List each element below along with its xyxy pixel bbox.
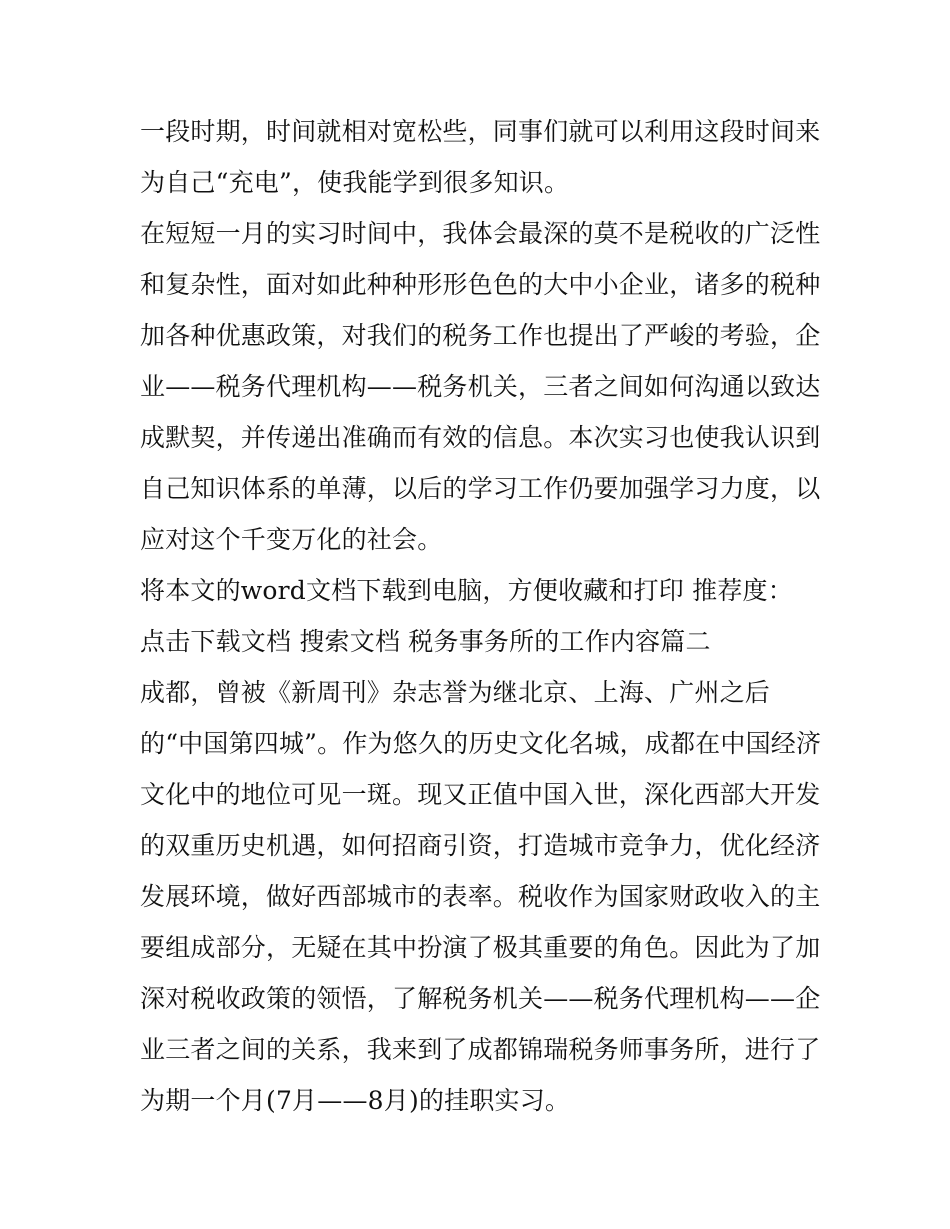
download-links-line: 点击下载文档 搜索文档 税务事务所的工作内容篇二 [140, 627, 711, 656]
text-line: 业——税务代理机构——税务机关，三者之间如何沟通以致达 [140, 372, 821, 401]
text-line: 文化中的地位可见一斑。现又正值中国入世，深化西部大开发 [140, 780, 821, 809]
text-line: 自己知识体系的单薄，以后的学习工作仍要加强学习力度，以 [140, 474, 821, 503]
text-line: 的双重历史机遇，如何招商引资，打造城市竞争力，优化经济 [140, 831, 821, 860]
text-line: 一段时期，时间就相对宽松些，同事们就可以利用这段时间来 [140, 117, 821, 146]
text-line: 的“中国第四城”。作为悠久的历史文化名城，成都在中国经济 [140, 729, 822, 758]
text-line: 为自己“充电”，使我能学到很多知识。 [140, 168, 570, 197]
text-line: 在短短一月的实习时间中，我体会最深的莫不是税收的广泛性 [140, 219, 821, 248]
text-line: 为期一个月(7月——8月)的挂职实习。 [140, 1086, 571, 1115]
text-line: 应对这个千变万化的社会。 [140, 525, 443, 554]
text-line: 发展环境，做好西部城市的表率。税收作为国家财政收入的主 [140, 882, 821, 911]
document-body [140, 106, 820, 1126]
text-line: 深对税收政策的领悟，了解税务机关——税务代理机构——企 [140, 984, 821, 1013]
text-line: 要组成部分，无疑在其中扮演了极其重要的角色。因此为了加 [140, 933, 821, 962]
text-line: 成默契，并传递出准确而有效的信息。本次实习也使我认识到 [140, 423, 821, 452]
text-line: 业三者之间的关系，我来到了成都锦瑞税务师事务所，进行了 [140, 1035, 821, 1064]
text-line: 成都，曾被《新周刊》杂志誉为继北京、上海、广州之后 [140, 678, 771, 707]
text-line: 加各种优惠政策，对我们的税务工作也提出了严峻的考验，企 [140, 321, 821, 350]
text-line: 和复杂性，面对如此种种形形色色的大中小企业，诸多的税种 [140, 270, 821, 299]
download-hint-line: 将本文的word文档下载到电脑，方便收藏和打印 推荐度： [140, 576, 793, 605]
